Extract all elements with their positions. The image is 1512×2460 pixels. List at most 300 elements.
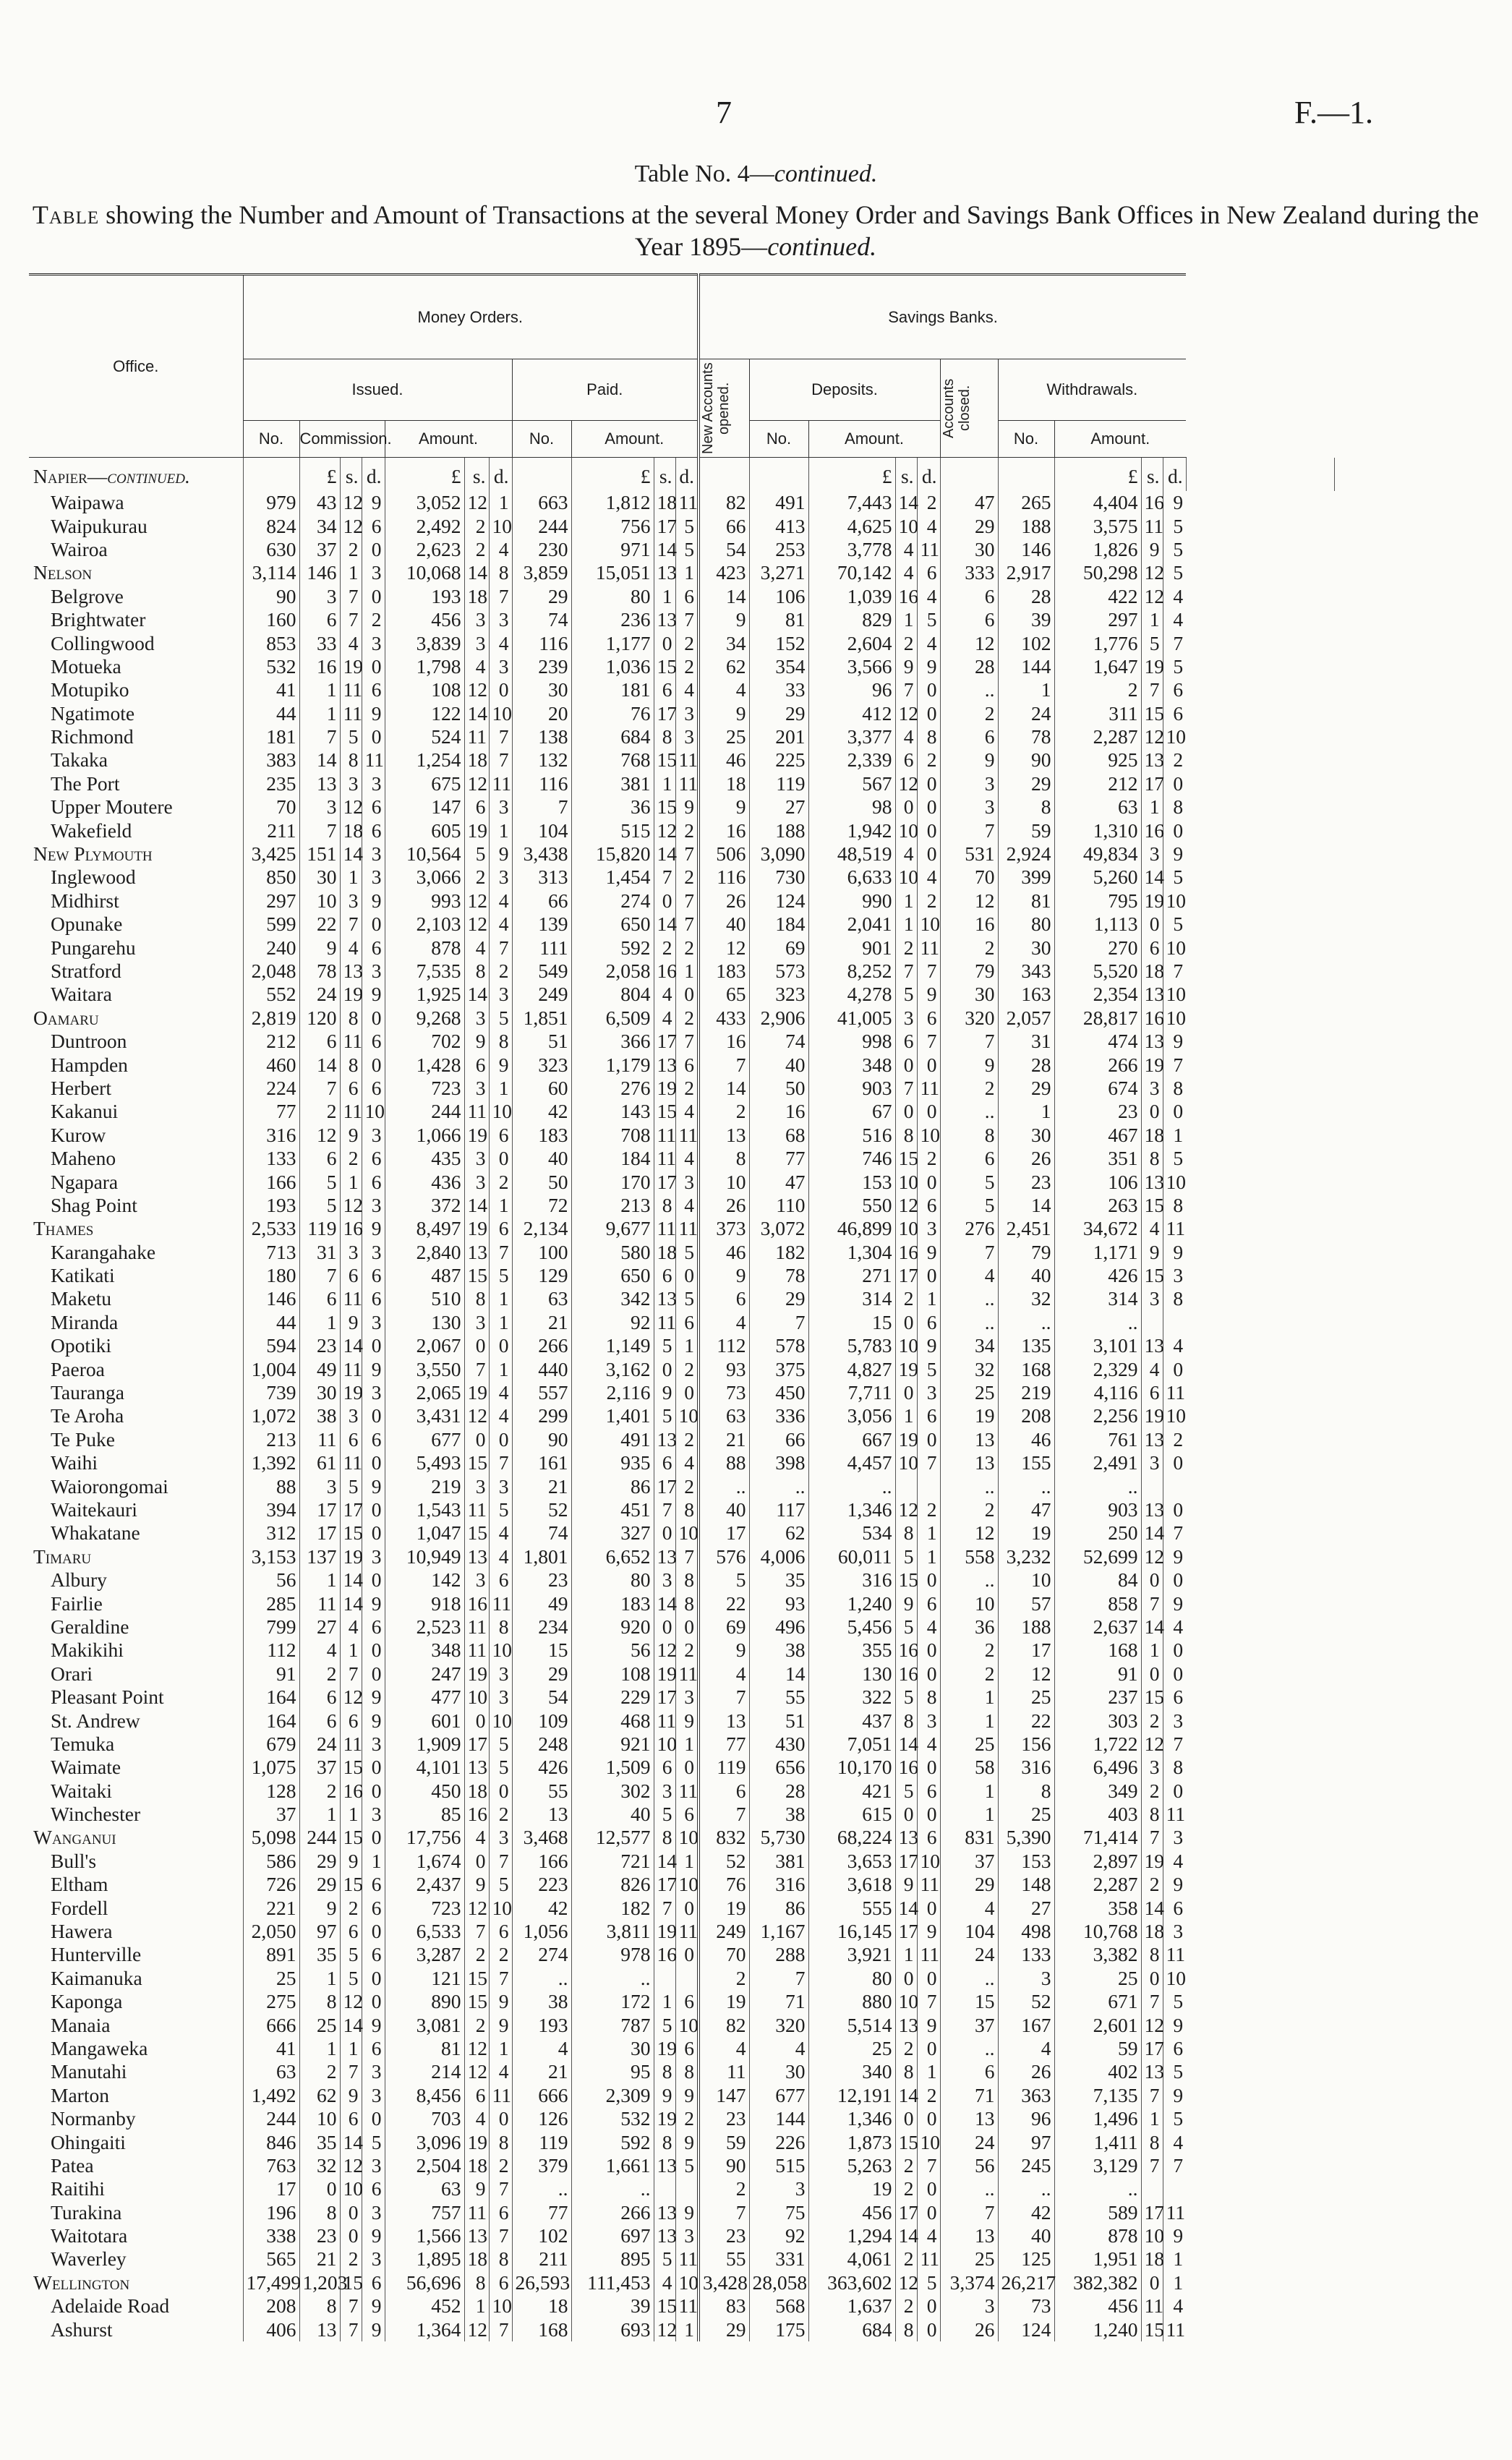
value-cell: 12 (340, 1990, 362, 2013)
value-cell: 7 (489, 2177, 512, 2200)
value-cell: 47 (940, 491, 998, 514)
value-cell: 3,653 (808, 1850, 895, 1873)
value-cell: 7 (1173, 960, 1184, 982)
value-cell: 3 (749, 2177, 808, 2200)
value-cell: .. (940, 2177, 998, 2200)
value-cell: 6 (1173, 701, 1184, 725)
value-cell: 193 (385, 585, 464, 608)
value-cell: 14 (654, 913, 675, 936)
value-cell: 0 (917, 795, 940, 819)
value-cell: 12 (1141, 561, 1163, 584)
value-cell: 9 (362, 2294, 385, 2318)
value-cell: 249 (512, 983, 571, 1006)
value-cell: 37 (940, 1850, 998, 1873)
value-cell: 10 (895, 1334, 917, 1357)
value-cell: 14 (998, 1194, 1054, 1217)
value-cell: 23 (512, 1568, 571, 1592)
value-cell: 6 (675, 1311, 699, 1334)
value-cell: 47 (998, 1498, 1054, 1521)
value-cell: 26 (998, 1147, 1054, 1170)
value-cell: 1,454 (571, 866, 654, 889)
value-cell: 4 (464, 2107, 489, 2130)
value-cell: 713 (243, 1241, 299, 1264)
value-cell: 152 (749, 631, 808, 654)
value-cell: 100 (512, 1241, 571, 1264)
value-cell: 119 (299, 1217, 340, 1240)
value-cell: 32 (940, 1357, 998, 1380)
value-cell: .. (1054, 1311, 1141, 1334)
value-cell: 40 (998, 1264, 1054, 1287)
value-cell: 451 (571, 1498, 654, 1521)
value-cell: 1,661 (571, 2154, 654, 2177)
value-cell: 13 (464, 2224, 489, 2247)
value-cell: 0 (917, 1639, 940, 1662)
value-cell: 650 (571, 1264, 654, 1287)
value-cell: 1 (340, 1803, 362, 1826)
value-cell: 532 (243, 655, 299, 678)
value-cell: 3 (362, 2060, 385, 2083)
value-cell: 795 (1054, 889, 1141, 913)
value-cell: 143 (571, 1100, 654, 1123)
value-cell: 4 (654, 1007, 675, 1030)
value-cell: 6 (362, 1170, 385, 1193)
value-cell: 18 (654, 1241, 675, 1264)
value-cell: 1 (998, 1100, 1054, 1123)
table-row (29, 772, 1482, 795)
value-cell: 2 (299, 2060, 340, 2083)
value-cell: 10 (998, 1568, 1054, 1592)
value-cell: 4 (917, 514, 940, 537)
value-cell: 6,509 (571, 1007, 654, 1030)
value-cell: 3 (489, 1474, 512, 1498)
value-cell: 12 (464, 889, 489, 913)
value-cell: 31 (299, 1241, 340, 1264)
value-cell: 13 (464, 1545, 489, 1568)
value-cell: 25 (299, 2013, 340, 2036)
value-cell: 26 (998, 2060, 1054, 2083)
value-cell: 23 (299, 2224, 340, 2247)
value-cell: 0 (362, 1920, 385, 1943)
value-cell: 2 (940, 936, 998, 959)
value-cell: 1 (675, 1334, 699, 1357)
value-cell: 10 (917, 1850, 940, 1873)
value-cell: 4,101 (385, 1756, 464, 1779)
value-cell: 1 (895, 889, 917, 913)
value-cell: 6 (362, 795, 385, 819)
value-cell: 0 (464, 1428, 489, 1451)
value-cell: 25 (940, 1381, 998, 1404)
value-cell: 314 (808, 1287, 895, 1310)
office-cell: Kakanui (29, 1100, 243, 1123)
value-cell: 8,497 (385, 1217, 464, 1240)
value-cell: 5 (895, 1686, 917, 1709)
value-cell: 6 (489, 2271, 512, 2294)
value-cell: 9 (1173, 1873, 1184, 1896)
value-cell: 6 (464, 1053, 489, 1076)
value-cell: 8 (340, 1007, 362, 1030)
value-cell: 29 (512, 585, 571, 608)
value-cell: 30 (998, 936, 1054, 959)
value-cell: 86 (571, 1474, 654, 1498)
value-cell: 2,492 (385, 514, 464, 537)
value-cell: 2 (895, 1287, 917, 1310)
value-cell: 515 (749, 2154, 808, 2177)
value-cell: 8 (699, 1147, 749, 1170)
value-cell: 5 (340, 725, 362, 748)
value-cell: 108 (385, 678, 464, 701)
value-cell: 0 (362, 1990, 385, 2013)
value-cell: 95 (571, 2060, 654, 2083)
value-cell: 10 (1166, 1006, 1187, 1029)
value-cell: 1,167 (749, 1920, 808, 1943)
value-cell: 7 (940, 1241, 998, 1264)
value-cell: 354 (749, 655, 808, 678)
value-cell: 249 (699, 1920, 749, 1943)
value-cell: 129 (512, 1264, 571, 1287)
value-cell: 39 (998, 608, 1054, 631)
value-cell: 9 (340, 1311, 362, 1334)
value-cell: 11 (464, 2201, 489, 2224)
value-cell: 558 (940, 1545, 998, 1568)
value-cell: 245 (998, 2154, 1054, 2177)
value-cell: 435 (385, 1147, 464, 1170)
value-cell: 6 (940, 725, 998, 748)
value-cell: 10 (895, 1170, 917, 1193)
value-cell: 17 (340, 1498, 362, 1521)
value-cell: 6 (362, 514, 385, 537)
table-row (29, 1007, 1482, 1030)
value-cell: .. (749, 1474, 808, 1498)
value-cell: 0 (362, 1756, 385, 1779)
value-cell: 8 (464, 2271, 489, 2294)
value-cell: 59 (1054, 2037, 1141, 2060)
value-cell: 5 (675, 1241, 699, 1264)
value-cell: 6 (675, 1990, 699, 2013)
value-cell: 120 (299, 1007, 340, 1030)
value-cell: 2,134 (512, 1217, 571, 1240)
value-cell: 10 (1141, 2224, 1163, 2247)
value-cell: 3 (362, 772, 385, 795)
value-cell: 437 (808, 1709, 895, 1732)
value-cell: 27 (998, 1896, 1054, 1919)
value-cell: 524 (385, 725, 464, 748)
value-cell: 4 (917, 1615, 940, 1639)
value-cell: 0 (917, 1896, 940, 1919)
value-cell: 878 (1054, 2224, 1141, 2247)
value-cell: 0 (895, 795, 917, 819)
value-cell: 2 (895, 936, 917, 959)
value-cell: 2 (340, 1147, 362, 1170)
value-cell: 379 (512, 2154, 571, 2177)
value-cell: 25 (940, 2247, 998, 2271)
value-cell: 184 (571, 1147, 654, 1170)
value-cell: 164 (243, 1686, 299, 1709)
table-body (29, 458, 1482, 2341)
value-cell: 2 (940, 1639, 998, 1662)
value-cell: 1 (340, 1639, 362, 1662)
value-cell: 1 (940, 1709, 998, 1732)
value-cell: 1,873 (808, 2130, 895, 2153)
value-cell: 9 (464, 2177, 489, 2200)
value-cell: 78 (749, 1264, 808, 1287)
value-cell: 5 (1173, 561, 1184, 584)
value-cell: 4 (917, 631, 940, 654)
value-cell: 510 (385, 1287, 464, 1310)
value-cell: 9 (362, 1709, 385, 1732)
value-cell: 878 (385, 936, 464, 959)
value-cell: 5 (917, 2271, 940, 2294)
value-cell: 17 (998, 1639, 1054, 1662)
value-cell: 9 (699, 795, 749, 819)
value-cell: 219 (385, 1474, 464, 1498)
value-cell: 8 (654, 1826, 675, 1849)
value-cell: 6 (489, 1920, 512, 1943)
table-row (29, 1357, 1482, 1380)
value-cell: 0 (362, 1639, 385, 1662)
value-cell: 671 (1054, 1990, 1141, 2013)
value-cell: 160 (243, 608, 299, 631)
value-cell: 5 (489, 1007, 512, 1030)
paid-header: Paid. (512, 359, 699, 421)
value-cell: 91 (243, 1662, 299, 1686)
value-cell: 9 (1173, 2013, 1184, 2036)
value-cell: 880 (808, 1990, 895, 2013)
value-cell: 44 (243, 702, 299, 725)
value-cell: 4 (675, 1194, 699, 1217)
value-cell: 6 (362, 1264, 385, 1287)
value-cell: 17 (1141, 2201, 1163, 2224)
value-cell: 0 (895, 1967, 917, 1990)
value-cell: 2 (1054, 678, 1141, 701)
table-row (29, 2271, 1482, 2294)
value-cell: 15 (895, 2130, 917, 2153)
value-cell: 6 (489, 1217, 512, 1240)
value-cell: 15 (654, 655, 675, 678)
value-cell: 5 (464, 842, 489, 866)
office-cell: Adelaide Road (29, 2294, 243, 2318)
value-cell: 8 (299, 2294, 340, 2318)
value-cell: 4 (489, 1545, 512, 1568)
value-cell: .. (1054, 2177, 1141, 2200)
value-cell: 276 (571, 1077, 654, 1100)
unit-label: £ (1054, 458, 1141, 492)
value-cell: 8 (917, 1686, 940, 1709)
value-cell: 3,575 (1054, 514, 1141, 537)
value-cell: 2,329 (1054, 1357, 1141, 1380)
value-cell: 342 (571, 1287, 654, 1310)
value-cell: 42 (512, 1100, 571, 1123)
value-cell: 5 (675, 538, 699, 561)
value-cell: 92 (749, 2224, 808, 2247)
value-cell: 188 (749, 819, 808, 842)
accounts-closed-header (940, 359, 998, 458)
value-cell: 10 (654, 1733, 675, 1756)
value-cell: 11 (489, 772, 512, 795)
value-cell: 323 (749, 983, 808, 1006)
value-cell: 2 (917, 1498, 940, 1521)
value-cell: 2 (362, 608, 385, 631)
value-cell: 19 (464, 1662, 489, 1686)
value-cell: 11 (917, 2247, 940, 2271)
value-cell: 565 (243, 2247, 299, 2271)
value-cell: 7 (299, 819, 340, 842)
value-cell: 38 (749, 1803, 808, 1826)
value-cell: 2 (299, 1779, 340, 1802)
value-cell: 14 (340, 1568, 362, 1592)
value-cell: 2 (895, 2247, 917, 2271)
value-cell (1163, 1474, 1186, 1498)
value-cell: 12 (464, 1896, 489, 1919)
value-cell: 4 (340, 631, 362, 654)
value-cell: 19 (699, 1990, 749, 2013)
value-cell: 24 (998, 702, 1054, 725)
value-cell: 230 (512, 538, 571, 561)
value-cell: 11 (464, 1639, 489, 1662)
value-cell: 297 (243, 889, 299, 913)
value-cell: 214 (385, 2060, 464, 2083)
value-cell: 52 (998, 1990, 1054, 2013)
value-cell: 0 (362, 1007, 385, 1030)
value-cell: 1 (654, 585, 675, 608)
value-cell: 3 (340, 889, 362, 913)
value-cell: 4 (675, 1147, 699, 1170)
value-cell: 532 (571, 2107, 654, 2130)
value-cell: 212 (243, 1030, 299, 1053)
value-cell: 4 (489, 1381, 512, 1404)
value-cell: 6 (362, 2037, 385, 2060)
value-cell: 116 (699, 866, 749, 889)
value-cell: 979 (243, 491, 299, 514)
value-cell: 850 (243, 866, 299, 889)
value-cell: 0 (1173, 1100, 1184, 1123)
value-cell: 167 (998, 2013, 1054, 2036)
value-cell: 4 (340, 1615, 362, 1639)
value-cell: 184 (749, 913, 808, 936)
value-cell: 59 (699, 2130, 749, 2153)
value-cell: 3 (1141, 1451, 1163, 1474)
value-cell: 5 (1173, 1990, 1184, 2013)
office-cell: Fordell (29, 1896, 243, 1919)
value-cell: 2 (675, 866, 699, 889)
office-cell: Te Aroha (29, 1404, 243, 1427)
value-cell: 4 (489, 1521, 512, 1545)
value-cell: 11 (464, 1498, 489, 1521)
value-cell: 49 (299, 1357, 340, 1380)
value-cell: 3 (362, 1803, 385, 1826)
table-row (29, 748, 1482, 772)
value-cell: 62 (749, 1521, 808, 1545)
office-cell: Timaru (29, 1545, 243, 1568)
value-cell: 1 (1173, 2271, 1184, 2294)
value-cell: 10,068 (385, 561, 464, 584)
value-cell: 832 (699, 1826, 749, 1849)
value-cell: 19 (1141, 1850, 1163, 1873)
value-cell: 10 (675, 1873, 699, 1896)
value-cell: 16 (464, 1592, 489, 1615)
value-cell: 677 (749, 2084, 808, 2107)
value-cell: 8 (1173, 1756, 1184, 1779)
value-cell: 0 (917, 1803, 940, 1826)
value-cell: 0 (917, 1756, 940, 1779)
table-row (29, 2224, 1482, 2247)
value-cell: 9 (1173, 2224, 1184, 2247)
value-cell: 4 (917, 866, 940, 889)
value-cell: 1 (489, 1357, 512, 1380)
value-cell: 15 (895, 1568, 917, 1592)
value-cell: 97 (299, 1920, 340, 1943)
value-cell: 15 (1141, 1264, 1163, 1287)
table-row (29, 1990, 1482, 2013)
value-cell: 721 (571, 1850, 654, 1873)
value-cell: 19 (895, 1357, 917, 1380)
value-cell: 3 (362, 1311, 385, 1334)
table-row (29, 1194, 1482, 1217)
value-cell: 70 (243, 795, 299, 819)
value-cell: 35 (299, 2130, 340, 2153)
value-cell: 3,052 (385, 491, 464, 514)
value-cell: 15 (464, 1521, 489, 1545)
value-cell: 16 (749, 1100, 808, 1123)
value-cell: 5,783 (808, 1334, 895, 1357)
value-cell: 8 (1173, 1287, 1184, 1310)
value-cell: 19 (340, 1545, 362, 1568)
value-cell: 516 (808, 1124, 895, 1147)
value-cell: .. (998, 1311, 1054, 1334)
table-row (29, 1451, 1482, 1474)
value-cell: 7 (489, 2318, 512, 2341)
value-cell: 0 (1173, 1451, 1184, 1474)
value-cell: 56,696 (385, 2271, 464, 2294)
value-cell: 5 (362, 2130, 385, 2153)
value-cell: 4 (1173, 1849, 1184, 1872)
value-cell: 55 (699, 2247, 749, 2271)
value-cell: 8 (340, 1053, 362, 1076)
table-row (29, 1217, 1482, 1240)
value-cell: 13 (464, 1756, 489, 1779)
value-cell: 3 (362, 561, 385, 584)
value-cell: 2 (340, 2247, 362, 2271)
value-cell: 1,392 (243, 1451, 299, 1474)
value-cell: 4 (1173, 608, 1184, 631)
value-cell: 2 (895, 2177, 917, 2200)
value-cell: 3 (362, 2201, 385, 2224)
value-cell: 0 (895, 1381, 917, 1404)
value-cell: 1 (299, 678, 340, 701)
value-cell (243, 458, 299, 492)
value-cell: 0 (1141, 1100, 1163, 1123)
value-cell: 29 (699, 2318, 749, 2341)
value-cell: 9 (340, 2084, 362, 2107)
value-cell: 0 (1173, 772, 1184, 795)
value-cell: 8 (895, 1521, 917, 1545)
office-cell: Winchester (29, 1803, 243, 1826)
value-cell: 8 (675, 1592, 699, 1615)
value-cell: 316 (998, 1756, 1054, 1779)
value-cell: 50 (749, 1077, 808, 1100)
value-cell: 2,048 (243, 960, 299, 983)
table-row (29, 2013, 1482, 2036)
value-cell: 327 (571, 1521, 654, 1545)
value-cell: 1,401 (571, 1404, 654, 1427)
value-cell: 40 (699, 1498, 749, 1521)
table-row (29, 2107, 1482, 2130)
value-cell: 3 (940, 2294, 998, 2318)
office-cell: Maheno (29, 1147, 243, 1170)
value-cell: 168 (998, 1357, 1054, 1380)
value-cell: 6 (895, 748, 917, 772)
value-cell: 73 (699, 1381, 749, 1404)
value-cell: 11 (654, 1311, 675, 1334)
